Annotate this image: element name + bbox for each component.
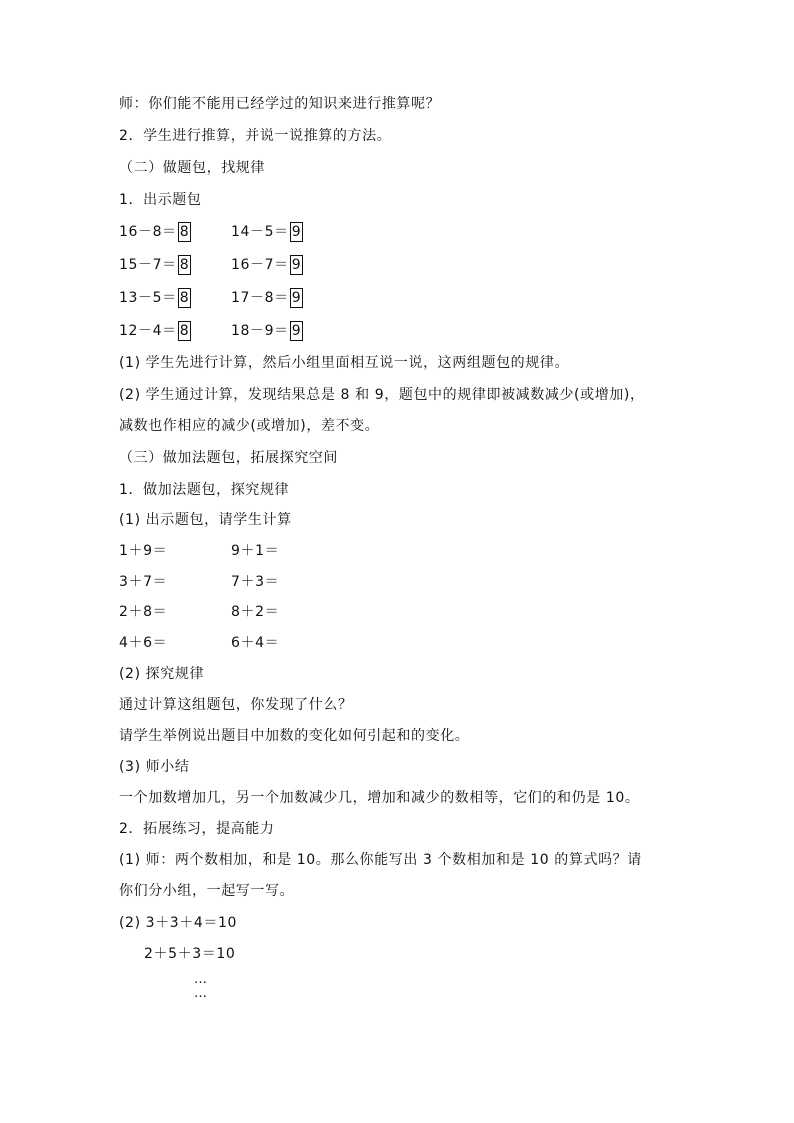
answer-box: 8	[179, 224, 190, 240]
equation: 9＋1＝	[231, 543, 280, 559]
text-line: 1．出示题包	[119, 192, 202, 208]
text-line: 请学生举例说出题目中加数的变化如何引起和的变化。	[119, 728, 470, 744]
equation-expression: 15－7＝	[119, 257, 177, 273]
equation	[119, 255, 191, 275]
text-line: (2) 学生通过计算，发现结果总是 8 和 9，题包中的规律即被减数减少(或增加)，	[119, 387, 645, 403]
text-line: 1．做加法题包，探究规律	[119, 482, 290, 498]
equation-expression: 13－5＝	[119, 290, 177, 306]
text-line: 减数也作相应的减少(或增加)，差不变。	[119, 418, 380, 434]
equation-expression: 18－9＝	[231, 323, 289, 339]
section-heading: （二）做题包，找规律	[119, 160, 265, 176]
equation: 3＋7＝	[119, 574, 168, 590]
answer-box: 9	[291, 224, 302, 240]
text-line: (3) 师小结	[119, 759, 190, 775]
equation	[119, 222, 191, 242]
equation	[231, 255, 303, 275]
answer-box: 8	[179, 290, 190, 306]
text-line: (2) 探究规律	[119, 666, 205, 682]
text-line: 师：你们能不能用已经学过的知识来进行推算呢？	[119, 96, 441, 112]
ellipsis: …	[194, 972, 207, 987]
text-line: 你们分小组，一起写一写。	[119, 883, 295, 899]
text-line: 通过计算这组题包，你发现了什么？	[119, 697, 353, 713]
equation	[231, 222, 303, 242]
equation-expression: 16－7＝	[231, 257, 289, 273]
equation-expression: 12－4＝	[119, 323, 177, 339]
answer-box: 9	[291, 323, 302, 339]
equation	[119, 321, 191, 341]
text-line: (1) 出示题包，请学生计算	[119, 512, 292, 528]
equation	[231, 288, 303, 308]
equation-expression: 16－8＝	[119, 224, 177, 240]
section-heading: （三）做加法题包，拓展探究空间	[119, 450, 338, 466]
equation-expression: 14－5＝	[231, 224, 289, 240]
equation: 6＋4＝	[231, 635, 280, 651]
equation: 8＋2＝	[231, 604, 280, 620]
answer-box: 8	[179, 323, 190, 339]
text-line: 2＋5＋3＝10	[144, 946, 236, 962]
text-line: (1) 师：两个数相加，和是 10。那么你能写出 3 个数相加和是 10 的算式吗？请	[119, 852, 642, 868]
answer-box: 9	[291, 290, 302, 306]
ellipsis: …	[194, 986, 207, 1001]
equation	[119, 288, 191, 308]
equation: 2＋8＝	[119, 604, 168, 620]
answer-box: 8	[179, 257, 190, 273]
equation-expression: 17－8＝	[231, 290, 289, 306]
answer-box: 9	[291, 257, 302, 273]
text-line: (2) 3＋3＋4＝10	[119, 915, 238, 931]
text-line: 2．拓展练习，提高能力	[119, 821, 275, 837]
text-line: 一个加数增加几，另一个加数减少几，增加和减少的数相等，它们的和仍是 10。	[119, 790, 640, 806]
equation	[231, 321, 303, 341]
text-line: 2．学生进行推算，并说一说推算的方法。	[119, 128, 392, 144]
equation: 4＋6＝	[119, 635, 168, 651]
equation: 1＋9＝	[119, 543, 168, 559]
text-line: (1) 学生先进行计算，然后小组里面相互说一说，这两组题包的规律。	[119, 355, 570, 371]
equation: 7＋3＝	[231, 574, 280, 590]
